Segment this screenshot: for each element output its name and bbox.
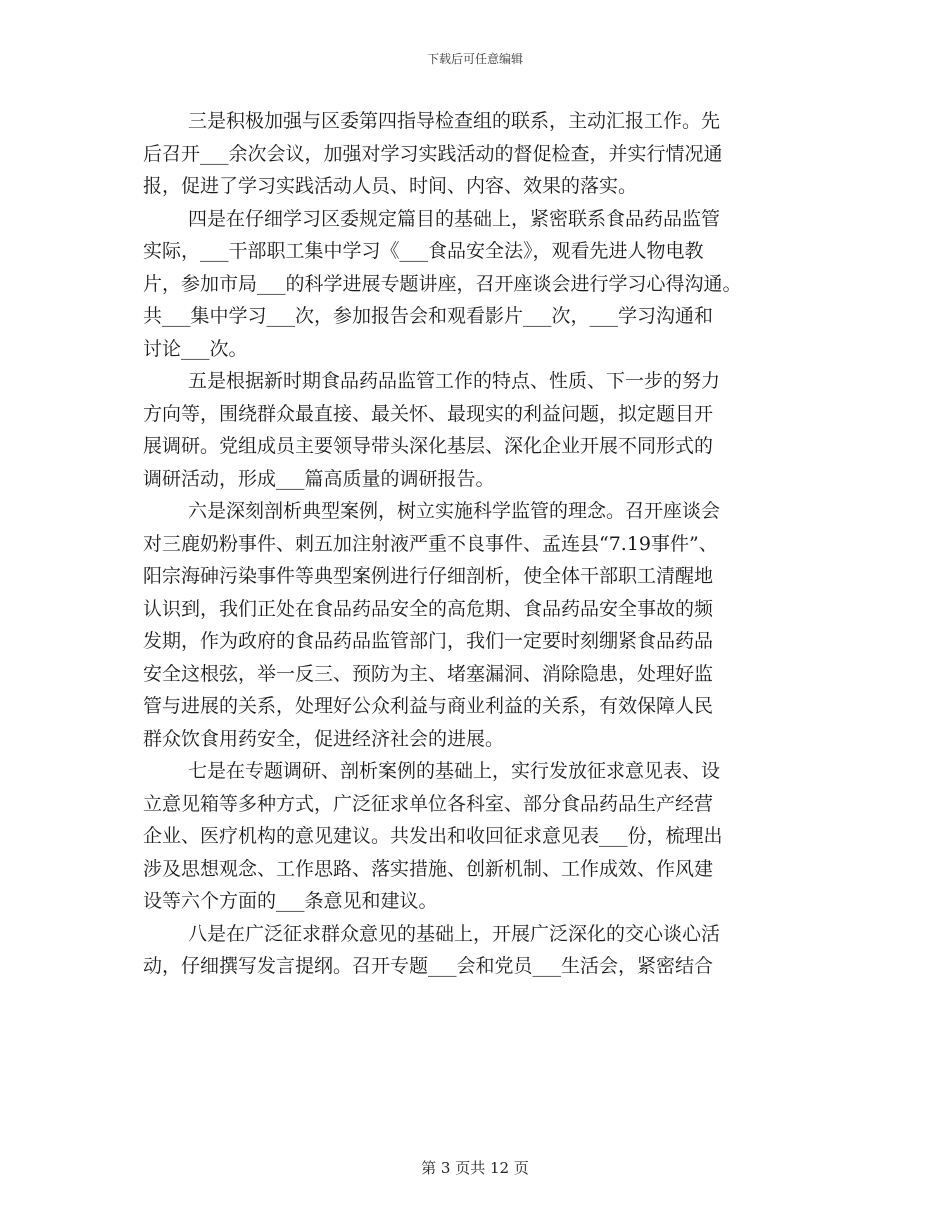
text-line: 五是根据新时期食品药品监管工作的特点、性质、下一步的努力 (188, 370, 721, 392)
text-line: 调研活动，形成___篇高质量的调研报告。 (143, 467, 495, 490)
text-line: 企业、医疗机构的意见建议。共发出和收回征求意见表___份，梳理出 (143, 825, 723, 847)
text-line: 方向等，围绕群众最直接、最关怀、最现实的利益问题，拟定题目开 (143, 402, 714, 425)
text-line: 安全这根弦，举一反三、预防为主、堵塞漏洞、消除隐患，处理好监 (143, 662, 714, 685)
page-footer: 第 3 页共 12 页 (421, 1159, 529, 1177)
text-line: 七是在专题调研、剖析案例的基础上，实行发放征求意见表、设 (188, 760, 721, 782)
text-line: 动，仔细撰写发言提纲。召开专题___会和党员___生活会，紧密结合 (143, 955, 714, 977)
text-line: 四是在仔细学习区委规定篇目的基础上，紧密联系食品药品监管 (188, 207, 721, 230)
text-line: 对三鹿奶粉事件、刺五加注射液严重不良事件、孟连县“7.19事件”、 (143, 532, 718, 555)
page-header: 下载后可任意编辑 (426, 52, 523, 66)
text-line: 报，促进了学习实践活动人员、时间、内容、效果的落实。 (143, 175, 638, 197)
paragraph (143, 918, 819, 983)
text-line: 实际，___干部职工集中学习《___食品安全法》，观看先进人物电教 (143, 240, 704, 262)
paragraph (143, 105, 819, 203)
text-line: 展调研。党组成员主要领导带头深化基层、深化企业开展不同形式的 (143, 435, 714, 457)
text-line: 认识到，我们正处在食品药品安全的高危期、食品药品安全事故的频 (143, 597, 714, 620)
paragraph (143, 365, 819, 495)
text-line: 管与进展的关系，处理好公众利益与商业利益的关系，有效保障人民 (143, 695, 714, 717)
paragraph (143, 755, 819, 918)
document-body (143, 105, 819, 983)
text-line: 后召开___余次会议，加强对学习实践活动的督促检查，并实行情况通 (143, 142, 723, 165)
text-line: 群众饮食用药安全，促进经济社会的进展。 (143, 727, 505, 750)
text-line: 讨论___次。 (143, 337, 248, 360)
text-line: 八是在广泛征求群众意见的基础上，开展广泛深化的交心谈心活 (188, 922, 721, 945)
text-line: 涉及思想观念、工作思路、落实措施、创新机制、工作成效、作风建 (143, 857, 714, 880)
paragraph (143, 203, 819, 366)
text-line: 发期，作为政府的食品药品监管部门，我们一定要时刻绷紧食品药品 (143, 630, 714, 652)
text-line: 共___集中学习___次，参加报告会和观看影片___次，___学习沟通和 (143, 305, 714, 327)
paragraph (143, 495, 819, 755)
text-line: 三是积极加强与区委第四指导检查组的联系，主动汇报工作。先 (188, 110, 721, 132)
text-line: 六是深刻剖析典型案例，树立实施科学监管的理念。召开座谈会 (188, 500, 721, 522)
text-line: 片，参加市局___的科学进展专题讲座，召开座谈会进行学习心得沟通。 (143, 272, 742, 295)
text-line: 设等六个方面的___条意见和建议。 (143, 890, 438, 912)
text-line: 立意见箱等多种方式，广泛征求单位各科室、部分食品药品生产经营 (143, 792, 714, 815)
text-line: 阳宗海砷污染事件等典型案例进行仔细剖析，使全体干部职工清醒地 (143, 565, 714, 587)
